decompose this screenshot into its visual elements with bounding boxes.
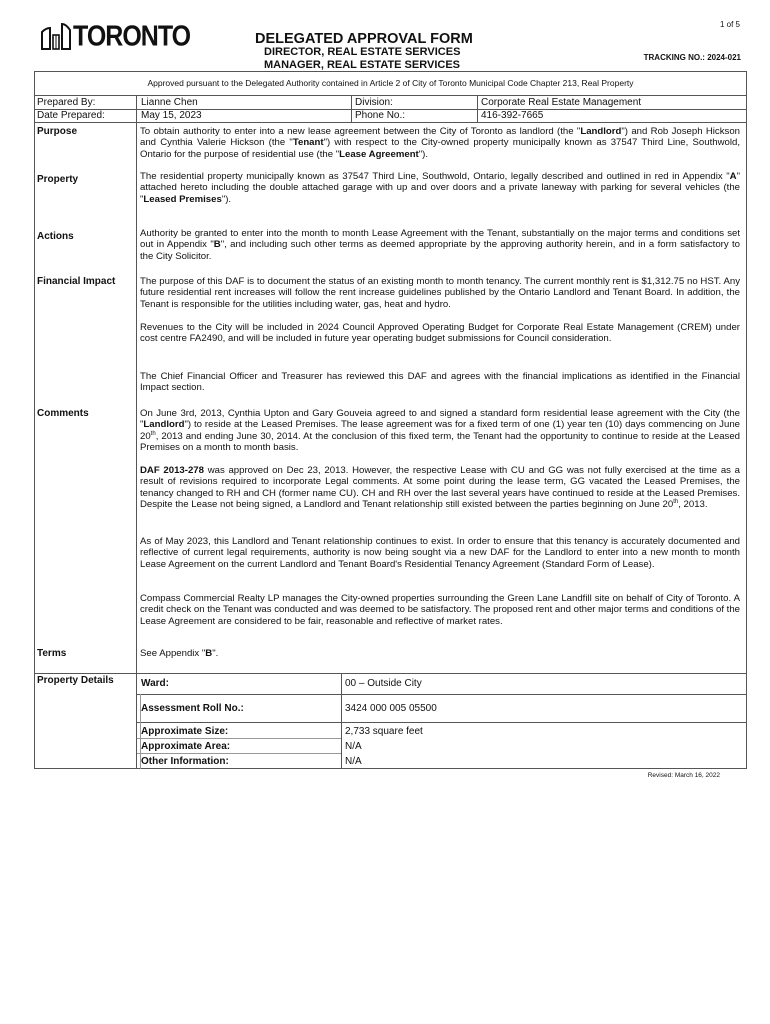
comments-paragraph-2: DAF 2013-278 was approved on Dec 23, 2013. However, the respective Lease with CU and GG was not fully exercised at the time as a result of revisions required to incorporate Legal comments. At some point during the lease term, GG vacated the Leased Premises, the tenancy changed to RH and CH (former name CU). CH and RH over the last several years have continued to reside at the Leased Premises. Despite the Lease not being signed, a Landlord and Tenant relationship still existed between the parties beginning on June 20th, 2013. [140, 465, 740, 511]
toronto-logo [41, 20, 191, 53]
page-number: 1 of 5 [719, 20, 740, 29]
divider [137, 738, 342, 739]
purpose-label: Purpose [37, 126, 78, 137]
other-info-label: Other Information: [141, 756, 229, 767]
tracking-number: TRACKING NO.: 2024-021 [643, 53, 741, 62]
property-text: The residential property municipally known as 37547 Third Line, Southwold, Ontario, legally described and outlined in red in Appendix "A" attached hereto including the double attached garage with up and over doors and a private laneway with parking for several vehicles (the "Leased Premises"). [140, 171, 740, 205]
property-details-label: Property Details [37, 675, 114, 686]
column-divider [341, 674, 342, 769]
financial-paragraph-1: The purpose of this DAF is to document the status of an existing month to month tenancy. The current monthly rent is $1,312.75 no HST. Any future residential rent increases will follow the rent increase guidelines published by the Ontario Landlord and Tenant Board. In addition, the Tenant is responsible for the utilities including water, gas, heat and hydro. [140, 276, 740, 310]
form-title: DELEGATED APPROVAL FORM [255, 31, 473, 47]
form-subtitle-manager: MANAGER, REAL ESTATE SERVICES [264, 59, 460, 71]
form-subtitle-director: DIRECTOR, REAL ESTATE SERVICES [264, 46, 461, 58]
roll-value: 3424 000 005 05500 [345, 703, 437, 714]
column-divider [477, 95, 478, 122]
phone-value: 416-392-7665 [481, 110, 544, 121]
date-prepared-label: Date Prepared: [37, 110, 105, 121]
logo-wordmark: TORONTO [73, 20, 191, 53]
size-label: Approximate Size: [141, 726, 229, 737]
actions-label: Actions [37, 231, 74, 242]
area-label: Approximate Area: [141, 741, 231, 752]
column-divider [136, 95, 137, 769]
ward-value: 00 – Outside City [345, 678, 422, 689]
financial-paragraph-3: The Chief Financial Officer and Treasurer has reviewed this DAF and agrees with the financial implications as identified in the Financial Impact section. [140, 371, 740, 394]
divider [137, 753, 342, 754]
financial-impact-label: Financial Impact [37, 276, 116, 287]
other-info-value: N/A [345, 756, 362, 767]
divider [34, 122, 747, 123]
prepared-by-label: Prepared By: [37, 97, 96, 108]
terms-label: Terms [37, 648, 67, 659]
comments-paragraph-3: As of May 2023, this Landlord and Tenant relationship continues to exist. In order to ensure that this tenancy is accurately documented and reflective of current legal requirements, authority is now being sought via a new DAF for the Landlord to enter into a new month to month Lease Agreement on the current Landlord and Tenant Board's Residential Tenancy Agreement (Standard Form of Lease). [140, 536, 740, 570]
roll-label: Assessment Roll No.: [141, 703, 244, 714]
division-label: Division: [355, 97, 393, 108]
divider [137, 694, 747, 695]
divider [34, 95, 747, 96]
revised-date: Revised: March 16, 2022 [647, 772, 720, 779]
ward-label: Ward: [141, 678, 169, 689]
terms-text: See Appendix "B". [140, 648, 219, 659]
divider [137, 722, 747, 723]
property-label: Property [37, 174, 79, 185]
prepared-by-value: Lianne Chen [141, 97, 198, 108]
comments-paragraph-4: Compass Commercial Realty LP manages the City-owned properties surrounding the Green Lane Landfill site on behalf of City of Toronto. A credit check on the Tenant was conducted and was deemed to be satisfactory. The proposed rent and other major terms and conditions of the Lease Agreement are considered to be fair, reasonable and reflective of market rates. [140, 593, 740, 627]
size-value: 2,733 square feet [345, 726, 423, 737]
purpose-text: To obtain authority to enter into a new lease agreement between the City of Toronto as landlord (the "Landlord") and Rob Joseph Hickson and Cynthia Valerie Hickson (the "Tenant") with respect to the City-owned property municipally known as 37547 Third Line, Southwold, Ontario for the purpose of residential use (the "Lease Agreement"). [140, 126, 740, 160]
property-details-table [137, 674, 747, 769]
date-prepared-value: May 15, 2023 [141, 110, 202, 121]
financial-paragraph-2: Revenues to the City will be included in 2024 Council Approved Operating Budget for Corporate Real Estate Management (CREM) under cost centre FA2490, and will be included in future year operating budget submissions for Council consideration. [140, 322, 740, 345]
authority-statement: Approved pursuant to the Delegated Authority contained in Article 2 of City of Toronto Municipal Code Chapter 213, Real Property [147, 78, 634, 88]
area-value: N/A [345, 741, 362, 752]
column-divider [351, 95, 352, 122]
phone-label: Phone No.: [355, 110, 406, 121]
comments-label: Comments [37, 408, 89, 419]
actions-text: Authority be granted to enter into the month to month Lease Agreement with the Tenant, substantially on the major terms and conditions set out in Appendix "B", and including such other terms as deemed appropriate by the approving authority herein, and in a form satisfactory to the City Solicitor. [140, 228, 741, 262]
comments-paragraph-1: On June 3rd, 2013, Cynthia Upton and Gary Gouveia agreed to and signed a standard form residential lease agreement with the City (the "Landlord") to reside at the Leased Premises. The lease agreement was for a fixed term of one (1) year ten (10) days commencing on June 20th, 2013 and ending June 30, 2014. At the conclusion of this fixed term, the Tenant had the opportunity to continue to reside at the Leased Premises on a month to month basis. [140, 408, 740, 454]
city-hall-icon [41, 22, 71, 50]
division-value: Corporate Real Estate Management [481, 97, 642, 108]
